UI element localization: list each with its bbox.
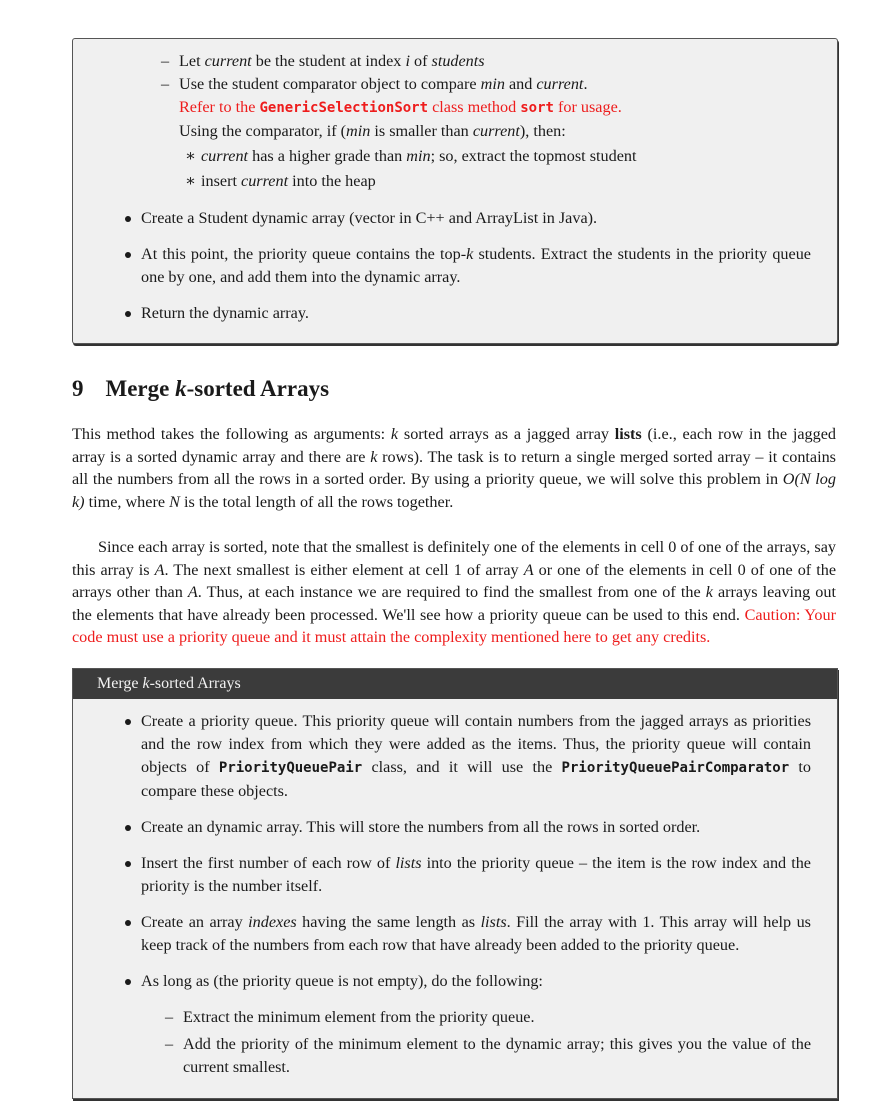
text-segment: Merge — [97, 675, 143, 692]
math-text: k — [705, 583, 713, 602]
algorithm-box-merge — [72, 668, 838, 1099]
math-text: current — [204, 52, 252, 70]
math-text: k — [175, 376, 187, 401]
steps — [141, 207, 811, 325]
section-number: 9 — [72, 376, 84, 401]
step — [141, 970, 811, 993]
text-segment: sorted arrays as a jagged array — [398, 425, 615, 443]
sub-step — [183, 1033, 811, 1079]
text-segment: or one of the elements in cell 0 of one of the arrays other than — [72, 560, 836, 602]
step — [141, 710, 811, 803]
section-title — [106, 376, 330, 401]
math-text: O(N log k) — [72, 470, 836, 511]
text-segment: having the same length as — [296, 913, 481, 931]
math-text: A — [187, 583, 198, 602]
steps — [141, 710, 811, 1079]
text-segment: . — [583, 75, 588, 93]
sub-sub-step — [201, 145, 809, 168]
sub-steps — [179, 50, 809, 193]
text-segment: -sorted Arrays — [186, 376, 330, 401]
step — [141, 852, 811, 898]
text-segment: . Fill the array with 1. This array will help us keep track of the numbers from each row that have already been added to the priority queue. — [141, 913, 811, 954]
sub-step — [179, 50, 809, 73]
math-text: k — [370, 447, 378, 466]
text-segment: time, where — [84, 492, 170, 511]
math-text: min — [346, 122, 371, 140]
text-segment: rows). The task is to return a single merged sorted array – it contains all the numbers from all the rows in a sorted order. By using a priority queue, we will solve this problem in — [72, 447, 836, 489]
highlighted-text: Caution: Your code must use a priority queue and it must attain the complexity mentioned here to get any credits. — [72, 605, 837, 647]
sub-step — [183, 1006, 811, 1029]
math-text: k — [142, 675, 150, 692]
paragraph — [72, 536, 836, 649]
text-segment: Merge — [105, 376, 176, 401]
math-text: current — [201, 147, 249, 165]
text-segment: students. Extract the students in the priority queue one by one, and add them into the dynamic array. — [141, 245, 811, 286]
math-text: k — [466, 245, 474, 263]
text-segment: has a higher grade than — [248, 147, 407, 165]
text-segment: Return the dynamic array. — [141, 304, 309, 322]
text-segment: Insert the first number of each row of — [141, 854, 396, 872]
text-segment: Using the comparator, if ( — [179, 122, 347, 140]
sub-step-condition — [179, 120, 809, 143]
text-segment: . Thus, at each instance we are required to find the smallest from one of the — [197, 583, 706, 602]
paragraph — [72, 423, 836, 513]
text-segment: Use the student comparator object to compare — [179, 75, 481, 93]
math-text: A — [154, 560, 165, 579]
highlighted-text: Refer to the — [179, 98, 260, 116]
text-segment: Since each array is sorted, note that the smallest is definitely one of the elements in cell 0 of one of the arrays, say this array is — [72, 538, 836, 579]
text-segment: be the student at index — [251, 52, 406, 70]
math-text: current — [472, 122, 520, 140]
text-segment: Add the priority of the minimum element to the dynamic array; this gives you the value of the current smallest. — [183, 1035, 811, 1076]
text-segment: arrays leaving out the elements that have already been processed. We'll see how a priority queue can be used to this end. — [72, 583, 836, 624]
text-segment: is the total length of all the rows together. — [179, 492, 454, 511]
text-segment: class, and it will use the — [362, 758, 562, 776]
highlighted-text: class method — [428, 98, 521, 116]
step — [141, 911, 811, 957]
text-segment: into the priority queue – the item is the row index and the priority is the number itself. — [141, 854, 811, 895]
text-segment: Create a priority queue. This priority queue will contain numbers from the jagged arrays as priorities and the row index from which they were added as the items. Thus, the priority queue will contain objects of — [141, 712, 811, 776]
text-segment: of — [409, 52, 432, 70]
math-text: k — [390, 425, 399, 443]
text-segment: to compare these objects. — [141, 758, 811, 800]
sub-step-note — [179, 96, 809, 120]
text-segment: . The next smallest is either element at cell 1 of array — [164, 560, 524, 579]
code-text: GenericSelectionSort — [259, 100, 429, 116]
text-segment: Extract the minimum element from the priority queue. — [183, 1008, 535, 1026]
math-text: indexes — [248, 913, 297, 931]
math-text: lists — [480, 913, 507, 931]
sub-step — [179, 73, 809, 96]
text-segment: (i.e., each row in the jagged array is a sorted dynamic array and there are — [72, 425, 836, 466]
box-header — [73, 669, 837, 699]
step — [141, 207, 811, 230]
sub-sub-step — [201, 170, 809, 193]
text-segment: insert — [201, 172, 242, 190]
text-segment: Create an array — [141, 913, 249, 931]
text-segment: -sorted Arrays — [149, 675, 241, 692]
code-text: PriorityQueuePairComparator — [561, 760, 790, 776]
math-text: students — [431, 52, 485, 70]
math-text: N — [169, 492, 180, 511]
math-text: current — [536, 75, 584, 93]
math-text: A — [523, 560, 534, 579]
step — [141, 816, 811, 839]
math-text: min — [480, 75, 505, 93]
section-heading — [72, 376, 329, 402]
text-segment: is smaller than — [370, 122, 473, 140]
text-segment: lists — [614, 425, 642, 443]
code-text: PriorityQueuePair — [218, 760, 363, 776]
text-segment: into the heap — [288, 172, 376, 190]
text-segment: Create a Student dynamic array (vector in C++ and ArrayList in Java). — [141, 209, 598, 227]
math-text: lists — [395, 854, 422, 872]
algorithm-box-top-k — [72, 38, 838, 344]
text-segment: ), then: — [519, 122, 566, 140]
text-segment: As long as (the priority queue is not empty), do the following: — [141, 972, 543, 990]
text-segment: and — [504, 75, 537, 93]
math-text: i — [405, 52, 410, 70]
text-segment: This method takes the following as arguments: — [72, 425, 391, 443]
text-segment: At this point, the priority queue contains the top- — [141, 245, 467, 263]
math-text: current — [241, 172, 289, 190]
step — [141, 302, 811, 325]
text-segment: Create an dynamic array. This will store the numbers from all the rows in sorted order. — [141, 818, 701, 836]
highlighted-text: for usage. — [553, 98, 622, 116]
math-text: min — [406, 147, 431, 165]
code-text: sort — [520, 100, 554, 116]
text-segment: ; so, extract the topmost student — [430, 147, 637, 165]
text-segment: Let — [179, 52, 205, 70]
step — [141, 243, 811, 289]
